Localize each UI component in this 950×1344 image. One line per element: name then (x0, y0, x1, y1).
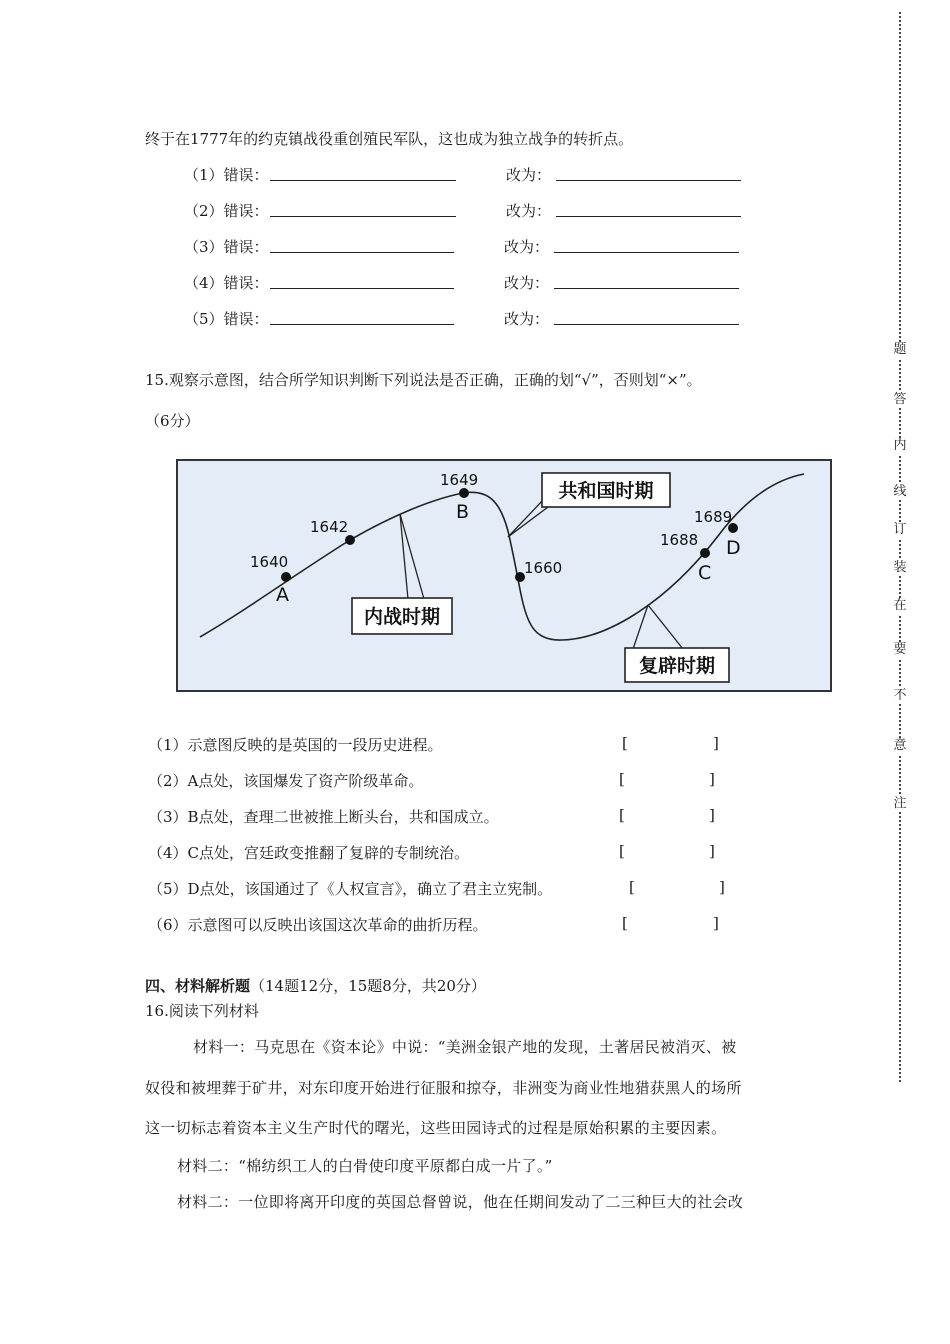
error-blank-5[interactable] (270, 324, 454, 325)
error-blank-1[interactable] (270, 180, 456, 181)
answer-close-2: ] (709, 770, 715, 788)
margin-char-9: 不 (890, 688, 910, 704)
fix-label-3: 改为： (504, 238, 550, 256)
letter-b: B (456, 501, 470, 523)
restoration-label: 复辟时期 (638, 655, 716, 677)
margin-char-4: 线 (890, 484, 910, 500)
section-heading (145, 975, 486, 996)
margin-char-11: 注 (890, 796, 910, 812)
material-2: 材料二：“棉纺织工人的白骨使印度平原都白成一片了。” (177, 1157, 553, 1175)
statement-3: （3）B点处，查理二世被推上断头台，共和国成立。 (148, 808, 499, 826)
fix-blank-4[interactable] (554, 288, 739, 289)
answer-close-3: ] (709, 806, 715, 824)
error-label-4: （4）错误： (184, 274, 269, 292)
answer-open-2[interactable]: [ (619, 770, 625, 788)
statement-5: （5）D点处，该国通过了《人权宣言》，确立了君主立宪制。 (148, 880, 553, 898)
binding-margin (888, 12, 912, 1082)
fix-label-5: 改为： (504, 310, 550, 328)
answer-close-4: ] (709, 842, 715, 860)
point-1640 (281, 572, 291, 582)
fix-label-1: 改为： (506, 166, 552, 184)
year-1660: 1660 (524, 559, 563, 577)
diagram-svg (178, 461, 830, 690)
civil-war-pointer-a (400, 514, 412, 599)
fix-blank-5[interactable] (554, 324, 739, 325)
margin-char-8: 要 (890, 642, 910, 658)
answer-open-6[interactable]: [ (622, 914, 628, 932)
material-1-line-1: 材料一：马克思在《资本论》中说：“美洲金银产地的发现，土著居民被消灭、被 (193, 1038, 737, 1056)
year-1642: 1642 (310, 518, 349, 536)
material-1-line-3: 这一切标志着资本主义生产时代的曙光，这些田园诗式的过程是原始积累的主要因素。 (145, 1119, 727, 1137)
q15-prompt: 15.观察示意图，结合所学知识判断下列说法是否正确，正确的划“√”，否则划“×”。 (145, 371, 702, 389)
statement-4: （4）C点处，宫廷政变推翻了复辟的专制统治。 (148, 844, 470, 862)
answer-open-1[interactable]: [ (622, 734, 628, 752)
error-blank-2[interactable] (270, 216, 456, 217)
civil-war-label: 内战时期 (363, 606, 441, 628)
margin-char-7: 在 (890, 598, 910, 614)
letter-a: A (276, 584, 289, 606)
statement-2: （2）A点处，该国爆发了资产阶级革命。 (148, 772, 424, 790)
fix-label-2: 改为： (506, 202, 552, 220)
year-1640: 1640 (250, 553, 289, 571)
answer-close-1: ] (713, 734, 719, 752)
year-1688: 1688 (660, 531, 699, 549)
error-label-5: （5）错误： (184, 310, 269, 328)
margin-char-3: 内 (890, 438, 910, 454)
error-label-3: （3）错误： (184, 238, 269, 256)
answer-open-4[interactable]: [ (619, 842, 625, 860)
answer-open-3[interactable]: [ (619, 806, 625, 824)
statement-6: （6）示意图可以反映出该国这次革命的曲折历程。 (148, 916, 488, 934)
margin-char-6: 装 (890, 560, 910, 576)
history-curve-diagram (176, 459, 832, 692)
margin-char-2: 答 (890, 392, 910, 408)
year-1689: 1689 (694, 508, 733, 526)
intro-line: 终于在1777年的约克镇战役重创殖民军队，这也成为独立战争的转折点。 (145, 130, 634, 148)
margin-char-5: 订 (890, 522, 910, 538)
statement-1: （1）示意图反映的是英国的一段历史进程。 (148, 736, 443, 754)
fix-blank-1[interactable] (556, 180, 741, 181)
point-1642 (345, 535, 355, 545)
fix-blank-2[interactable] (556, 216, 741, 217)
answer-close-5: ] (719, 878, 725, 896)
section-score: （14题12分，15题8分，共20分） (250, 977, 486, 995)
q16-title: 16.阅读下列材料 (145, 1002, 259, 1020)
margin-char-10: 意 (890, 738, 910, 754)
section-title: 四、材料解析题 (145, 977, 251, 995)
material-1-line-2: 奴役和被埋葬于矿井，对东印度开始进行征服和掠夺，非洲变为商业性地猎获黑人的场所 (145, 1079, 742, 1097)
error-blank-4[interactable] (270, 288, 454, 289)
point-1688 (700, 548, 710, 558)
margin-dotted-line (899, 12, 901, 1082)
answer-open-5[interactable]: [ (629, 878, 635, 896)
fix-blank-3[interactable] (554, 252, 739, 253)
answer-close-6: ] (713, 914, 719, 932)
history-curve (200, 474, 804, 640)
republic-pointer-a (508, 499, 544, 537)
error-label-2: （2）错误： (184, 202, 269, 220)
error-label-1: （1）错误： (184, 166, 269, 184)
q15-score: （6分） (145, 412, 200, 430)
letter-d: D (726, 537, 741, 559)
material-3: 材料二：一位即将离开印度的英国总督曾说，他在任期间发动了二三种巨大的社会改 (177, 1193, 744, 1211)
restoration-pointer-b (648, 605, 683, 649)
margin-char-1: 题 (890, 342, 910, 358)
fix-label-4: 改为： (504, 274, 550, 292)
year-1649: 1649 (440, 471, 479, 489)
letter-c: C (698, 562, 712, 584)
republic-label: 共和国时期 (558, 480, 654, 502)
error-blank-3[interactable] (270, 252, 454, 253)
point-1649 (459, 488, 469, 498)
